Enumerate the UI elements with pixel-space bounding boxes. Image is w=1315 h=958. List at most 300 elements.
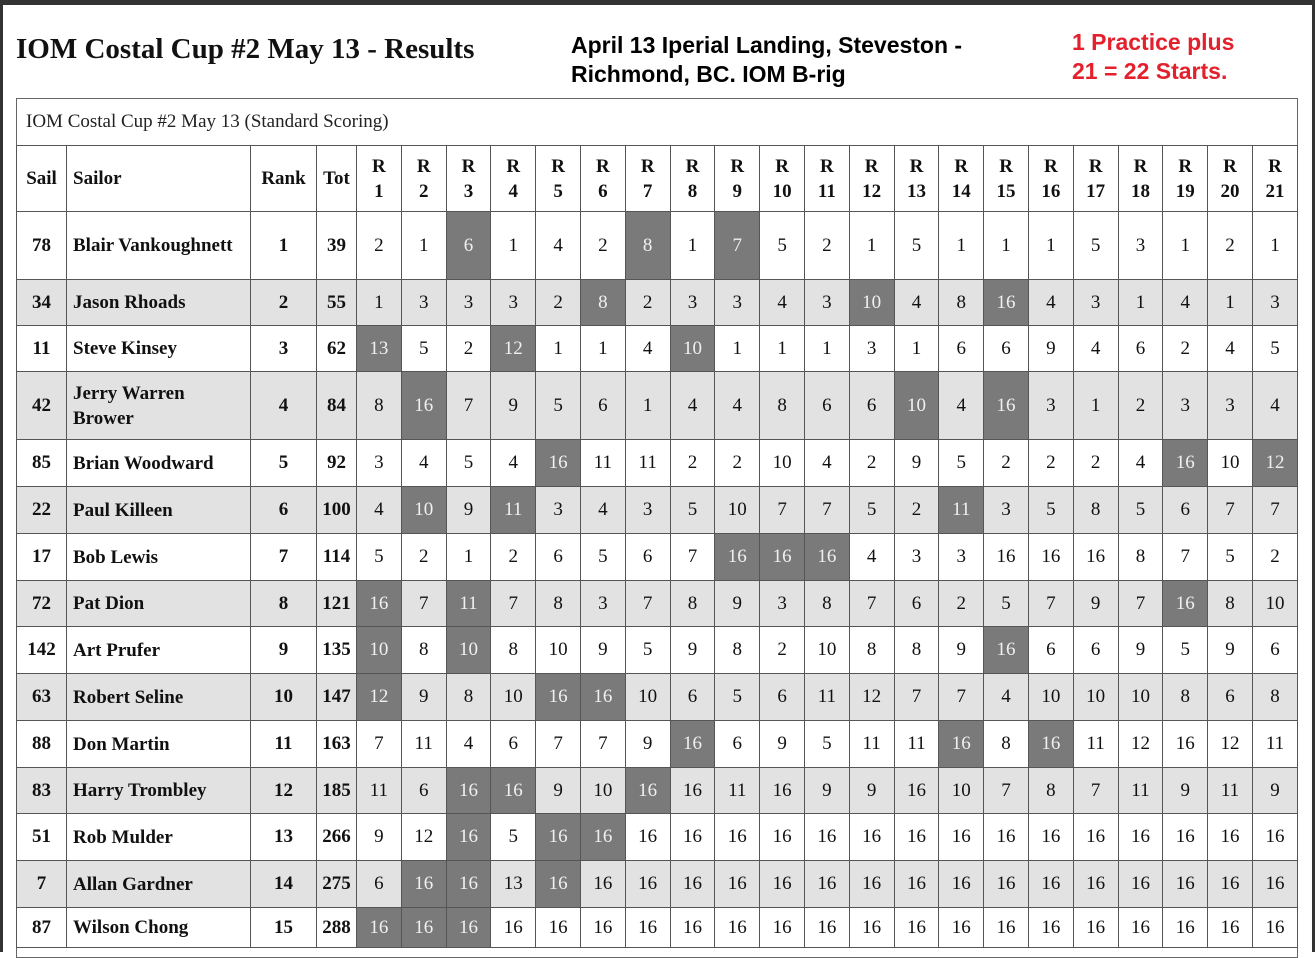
sail-number-cell: 87	[17, 908, 67, 948]
race-score-cell: 16	[1252, 861, 1297, 908]
header-row	[17, 146, 1298, 212]
sailor-name-cell: Brian Woodward	[67, 440, 251, 487]
rank-cell: 9	[251, 627, 317, 674]
rank-cell: 4	[251, 372, 317, 440]
total-cell: 92	[317, 440, 357, 487]
race-score-cell: 9	[715, 581, 760, 627]
sail-number-cell: 34	[17, 280, 67, 326]
sail-number-cell: 78	[17, 212, 67, 280]
race-score-cell: 10	[760, 440, 805, 487]
race-score-cell: 6	[1163, 487, 1208, 534]
rank-cell: 10	[251, 674, 317, 721]
race-prefix: R	[909, 155, 924, 177]
race-prefix: R	[1223, 155, 1237, 177]
sailor-name-cell: Paul Killeen	[67, 487, 251, 534]
race-score-cell: 8	[401, 627, 446, 674]
race-score-cell: 9	[760, 721, 805, 768]
race-score-cell: 1	[939, 212, 984, 280]
race-prefix: R	[416, 155, 431, 177]
table-row	[17, 534, 1298, 581]
race-score-cell: 2	[1163, 326, 1208, 372]
race-score-cell: 3	[760, 581, 805, 627]
sailor-name-cell: Pat Dion	[67, 581, 251, 627]
race-score-cell: 10	[491, 674, 536, 721]
race-number: 9	[732, 180, 743, 202]
race-score-cell: 8	[939, 280, 984, 326]
total-cell: 266	[317, 814, 357, 861]
sail-number-cell: 72	[17, 581, 67, 627]
table-row	[17, 212, 1298, 280]
discarded-score-cell: 16	[984, 627, 1029, 674]
race-prefix: R	[954, 155, 969, 177]
race-score-cell: 3	[1028, 372, 1073, 440]
race-score-cell: 4	[715, 372, 760, 440]
col-header-race	[1028, 146, 1073, 212]
discarded-score-cell: 16	[446, 814, 491, 861]
discarded-score-cell: 16	[804, 534, 849, 581]
race-number: 16	[1041, 180, 1061, 202]
race-score-cell: 1	[849, 212, 894, 280]
sail-number-cell: 142	[17, 627, 67, 674]
race-score-cell: 8	[804, 581, 849, 627]
race-prefix: R	[775, 155, 789, 177]
race-score-cell: 2	[1073, 440, 1118, 487]
race-number: 5	[553, 180, 563, 202]
race-score-cell: 10	[1252, 581, 1297, 627]
race-score-cell: 16	[894, 768, 939, 814]
discarded-score-cell: 16	[580, 674, 625, 721]
race-score-cell: 7	[1073, 768, 1118, 814]
race-score-cell: 6	[1073, 627, 1118, 674]
race-score-cell: 8	[760, 372, 805, 440]
race-score-cell: 3	[984, 487, 1029, 534]
race-score-cell: 16	[1163, 721, 1208, 768]
race-score-cell: 4	[1073, 326, 1118, 372]
race-score-cell: 6	[939, 326, 984, 372]
race-score-cell: 8	[1208, 581, 1253, 627]
race-score-cell: 3	[670, 280, 715, 326]
race-score-cell: 3	[939, 534, 984, 581]
rank-cell: 8	[251, 581, 317, 627]
sail-number-cell: 63	[17, 674, 67, 721]
race-score-cell: 2	[849, 440, 894, 487]
race-score-cell: 6	[849, 372, 894, 440]
race-score-cell: 6	[760, 674, 805, 721]
rank-cell: 12	[251, 768, 317, 814]
race-score-cell: 2	[536, 280, 581, 326]
race-score-cell: 1	[580, 326, 625, 372]
race-score-cell: 3	[849, 326, 894, 372]
discarded-score-cell: 16	[536, 440, 581, 487]
race-score-cell: 2	[357, 212, 402, 280]
race-score-cell: 2	[580, 212, 625, 280]
race-score-cell: 3	[1252, 280, 1297, 326]
race-score-cell: 3	[1163, 372, 1208, 440]
race-score-cell: 7	[446, 372, 491, 440]
discarded-score-cell: 10	[401, 487, 446, 534]
race-number: 15	[996, 180, 1016, 202]
rank-cell: 6	[251, 487, 317, 534]
total-cell: 288	[317, 908, 357, 948]
race-score-cell: 16	[894, 861, 939, 908]
col-header-race	[625, 146, 670, 212]
col-header-rank: Rank	[251, 146, 317, 212]
discarded-score-cell: 16	[357, 908, 402, 948]
race-prefix: R	[864, 155, 879, 177]
race-score-cell: 10	[580, 768, 625, 814]
race-score-cell: 16	[1073, 861, 1118, 908]
race-prefix: R	[461, 155, 476, 177]
race-prefix: R	[1178, 155, 1193, 177]
race-score-cell: 7	[625, 581, 670, 627]
race-score-cell: 11	[625, 440, 670, 487]
discarded-score-cell: 16	[536, 861, 581, 908]
sail-number-cell: 51	[17, 814, 67, 861]
race-score-cell: 5	[1208, 534, 1253, 581]
sailor-name-cell: Steve Kinsey	[67, 326, 251, 372]
race-score-cell: 9	[1208, 627, 1253, 674]
race-score-cell: 6	[491, 721, 536, 768]
race-score-cell: 9	[804, 768, 849, 814]
race-score-cell: 7	[580, 721, 625, 768]
sail-number-cell: 7	[17, 861, 67, 908]
race-score-cell: 9	[894, 440, 939, 487]
discarded-score-cell: 16	[446, 908, 491, 948]
race-score-cell: 4	[1252, 372, 1297, 440]
race-score-cell: 16	[894, 814, 939, 861]
col-header-race	[491, 146, 536, 212]
race-score-cell: 8	[670, 581, 715, 627]
race-number: 14	[951, 180, 971, 202]
rank-cell: 14	[251, 861, 317, 908]
race-score-cell: 1	[894, 326, 939, 372]
race-score-cell: 6	[1028, 627, 1073, 674]
race-score-cell: 1	[446, 534, 491, 581]
race-score-cell: 5	[1163, 627, 1208, 674]
race-score-cell: 1	[491, 212, 536, 280]
race-score-cell: 4	[491, 440, 536, 487]
race-score-cell: 9	[939, 627, 984, 674]
race-score-cell: 16	[760, 814, 805, 861]
race-score-cell: 6	[401, 768, 446, 814]
discarded-score-cell: 16	[580, 814, 625, 861]
sailor-name-cell: Rob Mulder	[67, 814, 251, 861]
race-score-cell: 10	[1028, 674, 1073, 721]
total-cell: 121	[317, 581, 357, 627]
race-score-cell: 2	[1252, 534, 1297, 581]
race-score-cell: 16	[1118, 814, 1163, 861]
discarded-score-cell: 16	[536, 674, 581, 721]
race-score-cell: 6	[894, 581, 939, 627]
rank-cell: 3	[251, 326, 317, 372]
race-score-cell: 7	[1208, 487, 1253, 534]
race-score-cell: 7	[357, 721, 402, 768]
race-score-cell: 8	[1028, 768, 1073, 814]
race-score-cell: 7	[1252, 487, 1297, 534]
race-score-cell: 16	[1208, 908, 1253, 948]
race-score-cell: 11	[1073, 721, 1118, 768]
page-title: IOM Costal Cup #2 May 13 - Results	[16, 33, 475, 65]
race-score-cell: 2	[1028, 440, 1073, 487]
race-score-cell: 16	[715, 908, 760, 948]
race-score-cell: 1	[984, 212, 1029, 280]
table-row	[17, 487, 1298, 534]
race-score-cell: 5	[894, 212, 939, 280]
sailor-name-cell: Jason Rhoads	[67, 280, 251, 326]
race-score-cell: 6	[715, 721, 760, 768]
race-score-cell: 16	[894, 908, 939, 948]
race-score-cell: 1	[1118, 280, 1163, 326]
table-row	[17, 581, 1298, 627]
race-number: 13	[906, 180, 926, 202]
race-prefix: R	[1268, 155, 1282, 177]
race-score-cell: 5	[849, 487, 894, 534]
sailor-name-cell: Harry Trombley	[67, 768, 251, 814]
race-score-cell: 16	[670, 768, 715, 814]
race-number: 1	[374, 180, 384, 202]
race-score-cell: 10	[536, 627, 581, 674]
discarded-score-cell: 12	[491, 326, 536, 372]
race-score-cell: 11	[849, 721, 894, 768]
discarded-score-cell: 16	[1028, 721, 1073, 768]
race-number: 21	[1265, 180, 1285, 202]
sailor-name-cell: Wilson Chong	[67, 908, 251, 948]
race-score-cell: 11	[715, 768, 760, 814]
discarded-score-cell: 16	[670, 721, 715, 768]
race-score-cell: 5	[357, 534, 402, 581]
table-row	[17, 372, 1298, 440]
col-header-race	[984, 146, 1029, 212]
race-score-cell: 1	[1252, 212, 1297, 280]
sailor-name-cell: Jerry Warren Brower	[67, 372, 251, 440]
race-score-cell: 3	[625, 487, 670, 534]
race-score-cell: 6	[1118, 326, 1163, 372]
race-score-cell: 5	[1118, 487, 1163, 534]
race-score-cell: 9	[1028, 326, 1073, 372]
col-header-sailor: Sailor	[67, 146, 251, 212]
race-number: 10	[772, 180, 792, 202]
race-score-cell: 7	[491, 581, 536, 627]
race-number: 12	[862, 180, 882, 202]
race-score-cell: 7	[984, 768, 1029, 814]
col-header-race	[401, 146, 446, 212]
race-score-cell: 2	[939, 581, 984, 627]
race-score-cell: 13	[491, 861, 536, 908]
race-score-cell: 2	[984, 440, 1029, 487]
race-number: 19	[1175, 180, 1195, 202]
race-score-cell: 5	[1073, 212, 1118, 280]
race-number: 18	[1130, 180, 1150, 202]
race-score-cell: 3	[1073, 280, 1118, 326]
race-score-cell: 4	[536, 212, 581, 280]
discarded-score-cell: 16	[491, 768, 536, 814]
race-score-cell: 9	[670, 627, 715, 674]
race-score-cell: 5	[1028, 487, 1073, 534]
race-score-cell: 7	[804, 487, 849, 534]
sail-number-cell: 17	[17, 534, 67, 581]
race-number: 3	[463, 180, 474, 202]
sailor-name-cell: Blair Vankoughnett	[67, 212, 251, 280]
race-score-cell: 4	[939, 372, 984, 440]
race-score-cell: 10	[1073, 674, 1118, 721]
race-score-cell: 2	[491, 534, 536, 581]
race-score-cell: 16	[625, 814, 670, 861]
race-score-cell: 16	[1073, 534, 1118, 581]
race-score-cell: 11	[804, 674, 849, 721]
discarded-score-cell: 16	[1163, 581, 1208, 627]
sail-number-cell: 11	[17, 326, 67, 372]
rank-cell: 5	[251, 440, 317, 487]
results-table	[16, 145, 1298, 948]
col-header-race	[1073, 146, 1118, 212]
race-score-cell: 4	[1163, 280, 1208, 326]
race-score-cell: 10	[1208, 440, 1253, 487]
race-score-cell: 16	[1028, 534, 1073, 581]
race-score-cell: 12	[1118, 721, 1163, 768]
race-score-cell: 1	[804, 326, 849, 372]
race-score-cell: 8	[446, 674, 491, 721]
table-row	[17, 814, 1298, 861]
race-score-cell: 2	[625, 280, 670, 326]
race-score-cell: 2	[760, 627, 805, 674]
race-score-cell: 5	[1252, 326, 1297, 372]
race-score-cell: 5	[401, 326, 446, 372]
race-number: 4	[508, 180, 519, 202]
race-score-cell: 7	[670, 534, 715, 581]
race-score-cell: 9	[357, 814, 402, 861]
discarded-score-cell: 16	[939, 721, 984, 768]
race-score-cell: 16	[760, 861, 805, 908]
race-score-cell: 3	[894, 534, 939, 581]
rank-cell: 7	[251, 534, 317, 581]
table-row	[17, 440, 1298, 487]
col-header-race	[1118, 146, 1163, 212]
race-score-cell: 4	[357, 487, 402, 534]
race-score-cell: 5	[804, 721, 849, 768]
race-score-cell: 4	[1208, 326, 1253, 372]
race-score-cell: 2	[894, 487, 939, 534]
total-cell: 84	[317, 372, 357, 440]
race-score-cell: 8	[357, 372, 402, 440]
race-score-cell: 7	[849, 581, 894, 627]
race-score-cell: 2	[401, 534, 446, 581]
race-score-cell: 11	[1208, 768, 1253, 814]
race-score-cell: 6	[357, 861, 402, 908]
race-score-cell: 10	[804, 627, 849, 674]
col-header-sail: Sail	[17, 146, 67, 212]
col-header-race	[804, 146, 849, 212]
race-score-cell: 1	[625, 372, 670, 440]
race-score-cell: 16	[1163, 908, 1208, 948]
race-score-cell: 1	[1208, 280, 1253, 326]
total-cell: 163	[317, 721, 357, 768]
table-row	[17, 674, 1298, 721]
discarded-score-cell: 16	[446, 861, 491, 908]
race-score-cell: 6	[1208, 674, 1253, 721]
race-score-cell: 9	[580, 627, 625, 674]
race-score-cell: 16	[849, 814, 894, 861]
race-score-cell: 8	[1118, 534, 1163, 581]
race-score-cell: 3	[804, 280, 849, 326]
race-score-cell: 1	[536, 326, 581, 372]
race-score-cell: 9	[625, 721, 670, 768]
race-score-cell: 12	[849, 674, 894, 721]
discarded-score-cell: 16	[984, 372, 1029, 440]
col-header-race	[1252, 146, 1297, 212]
discarded-score-cell: 16	[401, 861, 446, 908]
race-score-cell: 10	[715, 487, 760, 534]
discarded-score-cell: 16	[536, 814, 581, 861]
race-number: 7	[642, 180, 653, 202]
col-header-race	[446, 146, 491, 212]
race-prefix: R	[1133, 155, 1148, 177]
race-score-cell: 16	[670, 814, 715, 861]
sail-number-cell: 22	[17, 487, 67, 534]
race-score-cell: 9	[1118, 627, 1163, 674]
race-number: 8	[687, 180, 698, 202]
race-score-cell: 9	[401, 674, 446, 721]
race-prefix: R	[1088, 155, 1103, 177]
sail-number-cell: 42	[17, 372, 67, 440]
race-score-cell: 5	[625, 627, 670, 674]
rank-cell: 11	[251, 721, 317, 768]
race-score-cell: 2	[670, 440, 715, 487]
race-score-cell: 11	[401, 721, 446, 768]
race-score-cell: 4	[849, 534, 894, 581]
discarded-score-cell: 8	[625, 212, 670, 280]
race-score-cell: 7	[760, 487, 805, 534]
table-row	[17, 280, 1298, 326]
discarded-score-cell: 10	[894, 372, 939, 440]
race-score-cell: 3	[715, 280, 760, 326]
race-score-cell: 16	[625, 908, 670, 948]
table-row	[17, 908, 1298, 948]
race-prefix: R	[640, 155, 655, 177]
discarded-score-cell: 16	[984, 280, 1029, 326]
discarded-score-cell: 10	[357, 627, 402, 674]
race-prefix: R	[820, 155, 834, 177]
total-cell: 135	[317, 627, 357, 674]
race-score-cell: 16	[715, 814, 760, 861]
discarded-score-cell: 12	[357, 674, 402, 721]
race-score-cell: 3	[491, 280, 536, 326]
race-prefix: R	[685, 155, 700, 177]
race-score-cell: 3	[401, 280, 446, 326]
race-prefix: R	[1043, 155, 1058, 177]
race-score-cell: 16	[984, 814, 1029, 861]
race-score-cell: 8	[984, 721, 1029, 768]
race-score-cell: 5	[580, 534, 625, 581]
race-score-cell: 3	[1208, 372, 1253, 440]
race-score-cell: 5	[491, 814, 536, 861]
col-header-tot: Tot	[317, 146, 357, 212]
race-score-cell: 5	[715, 674, 760, 721]
race-score-cell: 6	[580, 372, 625, 440]
total-cell: 100	[317, 487, 357, 534]
race-score-cell: 1	[1073, 372, 1118, 440]
discarded-score-cell: 16	[760, 534, 805, 581]
col-header-race	[849, 146, 894, 212]
race-score-cell: 3	[580, 581, 625, 627]
race-score-cell: 16	[670, 861, 715, 908]
race-number: 2	[418, 180, 429, 202]
total-cell: 185	[317, 768, 357, 814]
col-header-race	[536, 146, 581, 212]
race-score-cell: 11	[894, 721, 939, 768]
col-header-race	[357, 146, 402, 212]
race-score-cell: 12	[1208, 721, 1253, 768]
discarded-score-cell: 11	[939, 487, 984, 534]
